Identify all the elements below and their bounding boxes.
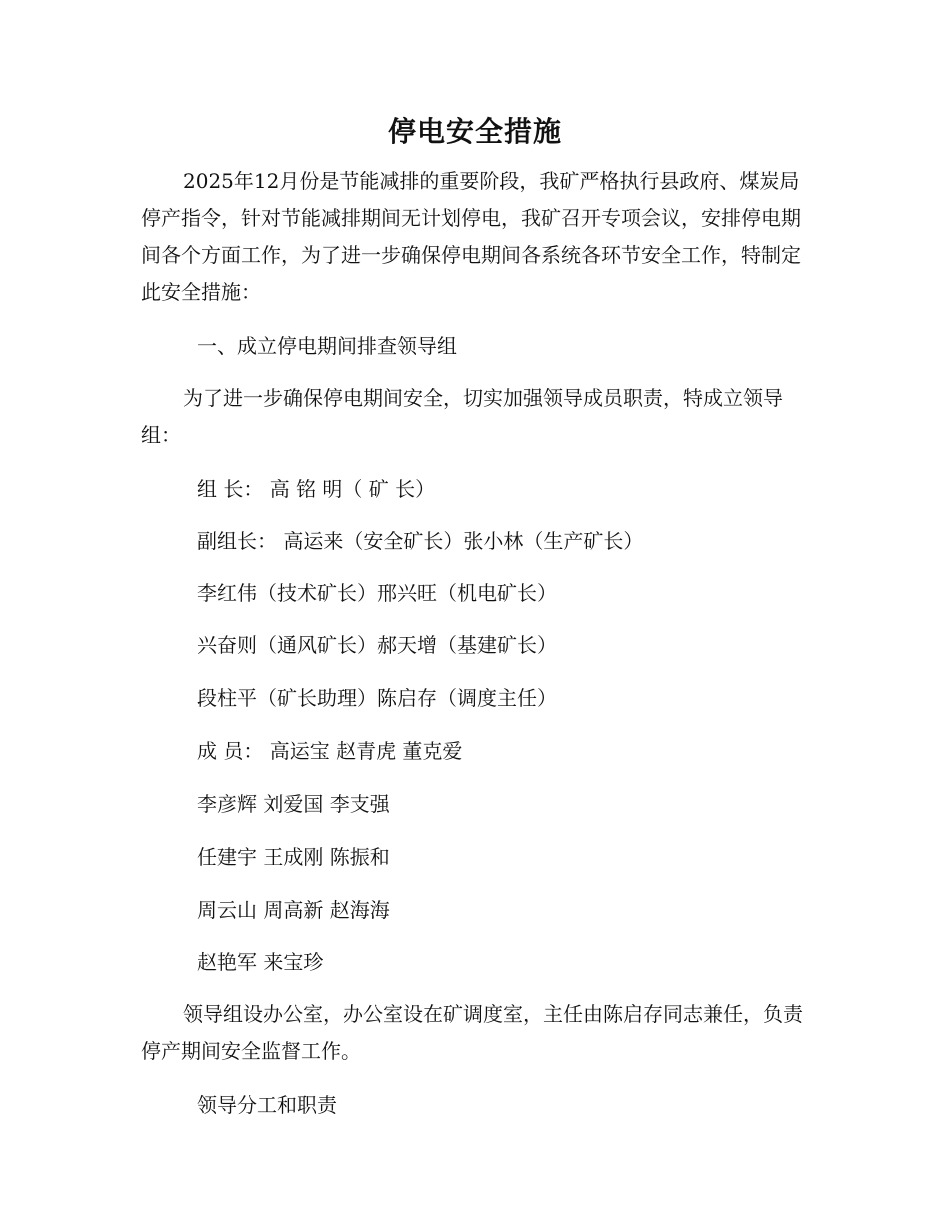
section-paragraph: 为了进一步确保停电期间安全，切实加强领导成员职责，特成立领导组：	[141, 386, 783, 447]
duties-heading: 领导分工和职责	[197, 1093, 337, 1117]
deputy-line: 兴奋则（通风矿长）郝天增（基建矿长）	[197, 633, 557, 657]
intro-paragraph: 2025年12月份是节能减排的重要阶段，我矿严格执行县政府、煤炭局停产指令，针对节能减排期间无计划停电，我矿召开专项会议，安排停电期间各个方面工作，为了进一步确保停电期间各系统各环节安全工作，特制定此安全措施：	[141, 169, 801, 304]
leader-line: 组 长： 高 铭 明（ 矿 长）	[197, 477, 436, 501]
office-paragraph: 领导组设办公室，办公室设在矿调度室，主任由陈启存同志兼任，负责停产期间安全监督工作。	[141, 1002, 803, 1063]
members-line: 任建宇 王成刚 陈振和	[197, 845, 390, 869]
deputy-line: 副组长： 高运来（安全矿长）张小林（生产矿长）	[197, 529, 644, 553]
members-line: 李彦辉 刘爱国 李支强	[197, 792, 390, 816]
deputy-line: 段柱平（矿长助理）陈启存（调度主任）	[197, 686, 557, 710]
document-title: 停电安全措施	[387, 115, 562, 148]
section-heading: 一、成立停电期间排查领导组	[197, 334, 457, 358]
deputy-line: 李红伟（技术矿长）邢兴旺（机电矿长）	[197, 581, 557, 605]
members-line: 赵艳军 来宝珍	[197, 950, 324, 974]
members-line: 成 员： 高运宝 赵青虎 董克爱	[197, 739, 463, 763]
members-line: 周云山 周高新 赵海海	[197, 898, 390, 922]
